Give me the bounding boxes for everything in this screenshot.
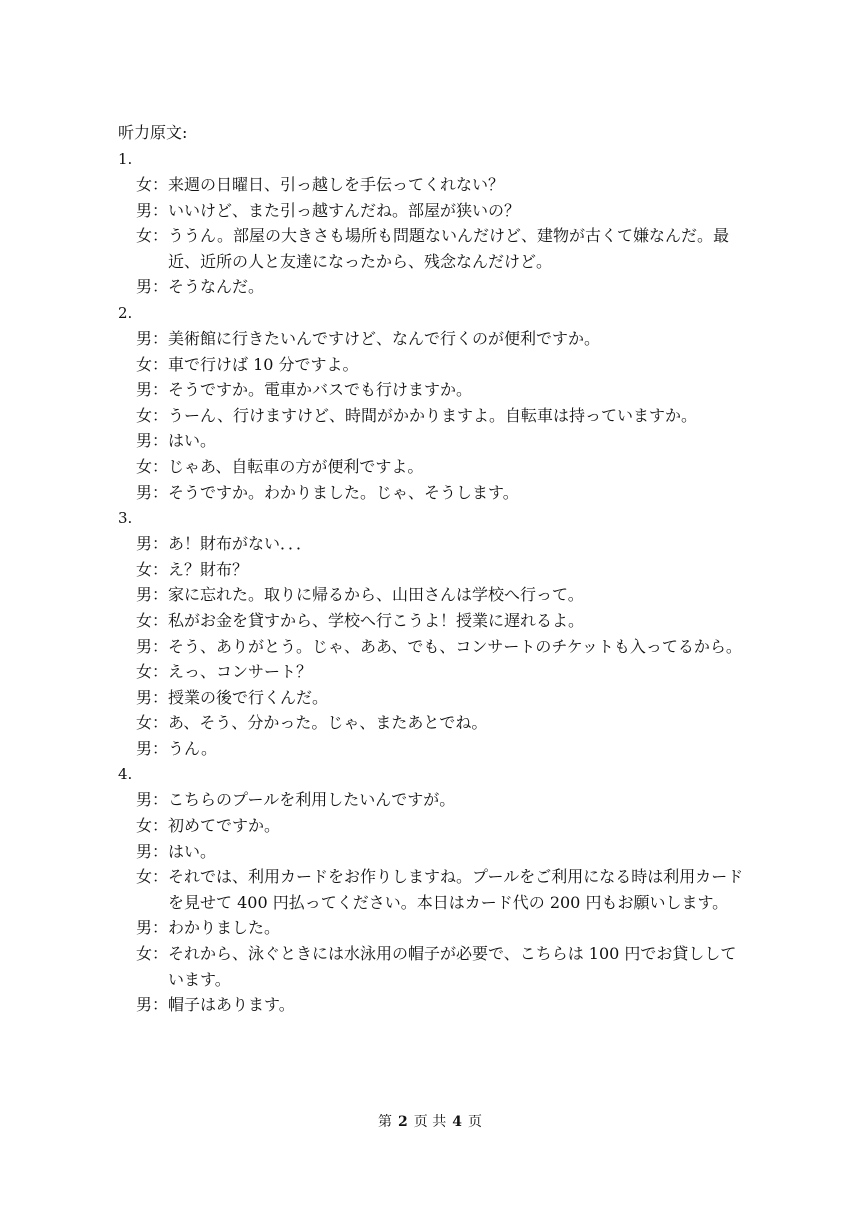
- footer-suffix: 页: [467, 1114, 482, 1130]
- section-number: 1.: [118, 150, 133, 168]
- dialogue-line: [118, 685, 748, 711]
- dialogue-text: 家に忘れた。取りに帰るから、山田さんは学校へ行って。: [168, 585, 584, 605]
- dialogue-text: 私がお金を貸すから、学校へ行こうよ！授業に遅れるよ。: [168, 610, 585, 630]
- speaker-label: 男：: [136, 995, 169, 1015]
- dialogue-line: [118, 198, 748, 224]
- dialogue-line: [118, 941, 748, 992]
- speaker-label: 男：: [136, 687, 169, 707]
- speaker-label: 男：: [136, 841, 169, 861]
- dialogue-line: [118, 377, 748, 403]
- dialogue-text: えっ、コンサート？: [168, 662, 313, 682]
- dialogue-text: 帽子はあります。: [168, 995, 295, 1015]
- total-pages-number: 4: [452, 1114, 462, 1130]
- section-number: 3.: [118, 509, 133, 528]
- section-number: 2.: [118, 303, 133, 322]
- dialogue-line: [118, 864, 748, 915]
- dialogue-text: それから、泳ぐときには水泳用の帽子が必要で、こちらは 100 円でお貸ししています。: [168, 944, 737, 989]
- dialogue-line: [118, 915, 748, 941]
- dialogue-section: [118, 300, 748, 505]
- dialogue-line: [118, 428, 748, 454]
- transcript-heading: 听力原文:: [118, 123, 188, 142]
- speaker-label: 女：: [136, 713, 169, 733]
- dialogue-text: それでは、利用カードをお作りしますね。プールをご利用になる時は利用カードを見せて 400 円払ってください。本日はカード代の 200 円もお願いします。: [168, 867, 744, 912]
- speaker-label: 女：: [136, 354, 169, 374]
- dialogue-text: あ、そう、分かった。じゃ、またあとでね。: [168, 713, 488, 733]
- dialogue-line: [118, 274, 748, 300]
- speaker-label: 男：: [136, 918, 169, 938]
- speaker-label: 男：: [136, 636, 169, 656]
- current-page-number: 2: [398, 1114, 408, 1130]
- speaker-label: 男：: [136, 534, 169, 554]
- dialogue-line: [118, 634, 748, 660]
- speaker-label: 男：: [136, 585, 169, 605]
- dialogue-text: 車で行けば 10 分ですよ。: [168, 354, 359, 374]
- dialogue-text: 美術館に行きたいんですけど、なんで行くのが便利ですか。: [168, 328, 601, 348]
- dialogue-line: [118, 582, 748, 608]
- speaker-label: 女：: [136, 175, 169, 194]
- dialogue-section: [118, 146, 748, 300]
- speaker-label: 女：: [136, 944, 169, 964]
- speaker-label: 男：: [136, 380, 169, 400]
- speaker-label: 女：: [136, 610, 169, 630]
- dialogue-line: [118, 326, 748, 352]
- speaker-label: 男：: [136, 200, 169, 220]
- dialogue-line: [118, 352, 748, 378]
- speaker-label: 女：: [136, 662, 169, 682]
- speaker-label: 女：: [136, 456, 169, 476]
- dialogue-line: [118, 992, 748, 1018]
- footer-prefix: 第: [378, 1114, 393, 1130]
- dialogue-text: あ！財布がない．．．: [168, 534, 313, 554]
- dialogue-section: [118, 761, 748, 1017]
- dialogue-text: はい。: [168, 431, 217, 451]
- dialogue-text: え？財布？: [168, 559, 249, 579]
- dialogue-text: いいけど、また引っ越すんだね。部屋が狭いの？: [168, 200, 521, 220]
- speaker-label: 女：: [136, 867, 169, 887]
- footer-middle: 页 共: [413, 1114, 447, 1130]
- page-footer: [0, 1112, 860, 1132]
- dialogue-line: [118, 557, 748, 583]
- dialogue-text: そうなんだ。: [168, 277, 265, 297]
- dialogue-text: そう、ありがとう。じゃ、ああ、でも、コンサートのチケットも入ってるから。: [168, 636, 742, 656]
- dialogue-text: 初めてですか。: [168, 816, 281, 836]
- dialogue-line: [118, 531, 748, 557]
- dialogue-line: [118, 480, 748, 506]
- dialogue-text: こちらのプールを利用したいんですが。: [168, 790, 456, 810]
- dialogue-text: ううん。部屋の大きさも場所も問題ないんだけど、建物が古くて嫌なんだ。最近、近所の人と友達になったから、残念なんだけど。: [168, 226, 729, 271]
- dialogue-line: [118, 172, 748, 198]
- transcript-content: [118, 120, 748, 1018]
- dialogue-text: 授業の後で行くんだ。: [168, 687, 329, 707]
- dialogue-text: 来週の日曜日、引っ越しを手伝ってくれない？: [168, 175, 505, 194]
- speaker-label: 女：: [136, 559, 169, 579]
- dialogue-line: [118, 710, 748, 736]
- dialogue-line: [118, 608, 748, 634]
- dialogue-line: [118, 659, 748, 685]
- dialogue-text: うーん、行けますけど、時間がかかりますよ。自転車は持っていますか。: [168, 405, 697, 425]
- speaker-label: 女：: [136, 405, 169, 425]
- speaker-label: 女：: [136, 816, 169, 836]
- dialogue-line: [118, 403, 748, 429]
- dialogue-text: うん。: [168, 738, 217, 758]
- dialogue-line: [118, 223, 748, 274]
- speaker-label: 男：: [136, 738, 169, 758]
- dialogue-text: わかりました。: [168, 918, 281, 938]
- speaker-label: 男：: [136, 790, 169, 810]
- dialogue-line: [118, 839, 748, 865]
- dialogue-line: [118, 787, 748, 813]
- dialogue-line: [118, 454, 748, 480]
- speaker-label: 男：: [136, 328, 169, 348]
- dialogue-section: [118, 505, 748, 761]
- dialogue-text: じゃあ、自転車の方が便利ですよ。: [168, 456, 424, 476]
- speaker-label: 男：: [136, 277, 169, 297]
- dialogue-text: そうですか。わかりました。じゃ、そうします。: [168, 482, 519, 502]
- dialogue-line: [118, 736, 748, 762]
- dialogue-line: [118, 813, 748, 839]
- section-number: 4.: [118, 765, 133, 784]
- dialogue-text: そうですか。電車かバスでも行けますか。: [168, 380, 473, 400]
- speaker-label: 男：: [136, 431, 169, 451]
- speaker-label: 男：: [136, 482, 169, 502]
- speaker-label: 女：: [136, 226, 169, 246]
- dialogue-text: はい。: [168, 841, 217, 861]
